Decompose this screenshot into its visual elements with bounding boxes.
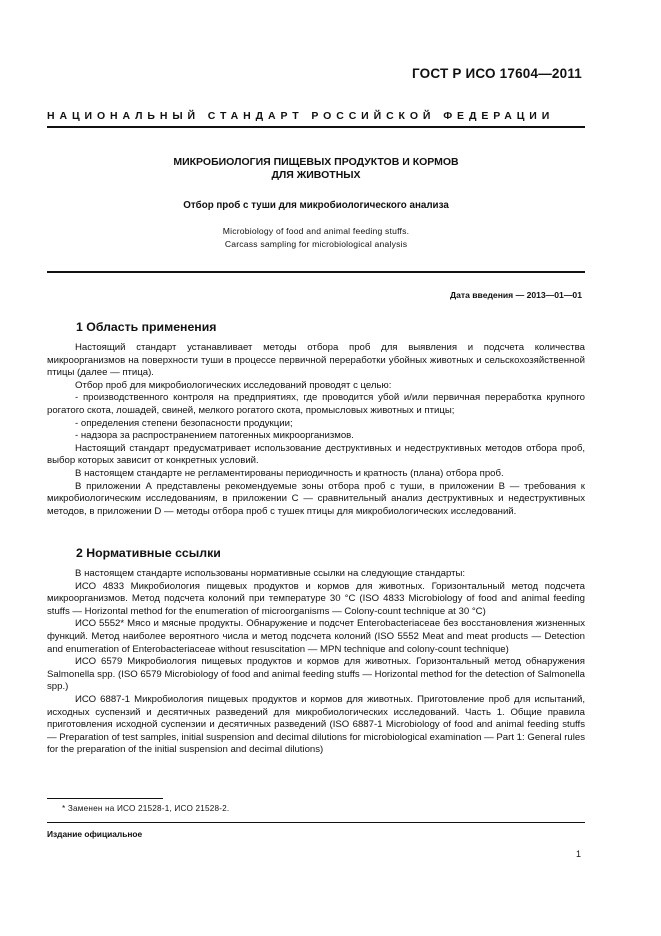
list-item: - определения степени безопасности продукции; xyxy=(75,417,293,429)
edition-label: Издание официальное xyxy=(47,829,143,839)
paragraph: Настоящий стандарт предусматривает использование деструктивных и недеструктивных методов отбора проб, выбор которых зависит от конкретных условий. xyxy=(47,442,585,467)
section-2-heading: 2 Нормативные ссылки xyxy=(76,546,221,560)
footnote: * Заменен на ИСО 21528-1, ИСО 21528-2. xyxy=(62,804,230,813)
paragraph: Настоящий стандарт устанавливает методы отбора проб для выявления и подсчета количества микроорганизмов на поверхности туши в процессе первичной переработки убойных животных и сельскохозяйственной птицы (далее — птица). xyxy=(47,342,585,379)
title-line-2: ДЛЯ ЖИВОТНЫХ xyxy=(271,169,361,181)
english-title-line-1: Microbiology of food and animal feeding stuffs. xyxy=(222,226,410,236)
paragraph: Отбор проб для микробиологических исследований проводят с целью: xyxy=(75,379,392,391)
section-2-body xyxy=(47,568,585,757)
list-item: - надзора за распространением патогенных микроорганизмов. xyxy=(75,430,354,442)
introduction-date: Дата введения — 2013—01—01 xyxy=(449,290,582,300)
reference-item: ИСО 6887-1 Микробиология пищевых продуктов и кормов для животных. Приготовление проб для испытаний, исходных суспензий и десятичных разведений для микробиологических исследований. Часть 1. Общие правила приготовления исходной суспензии и десятичных разведений (ISO 6887-1 Microbiology of food and animal feeding stuffs — Preparation of test samples, initial suspension and decimal dilutions for microbiological examination — Part 1: General rules for the preparation of the initial suspension and decimal dilutions) xyxy=(47,693,585,756)
footnote-rule xyxy=(47,798,163,799)
title-line-1: МИКРОБИОЛОГИЯ ПИЩЕВЫХ ПРОДУКТОВ И КОРМОВ xyxy=(173,156,459,168)
english-title xyxy=(47,225,585,251)
reference-item: ИСО 6579 Микробиология пищевых продуктов и кормов для животных. Горизонтальный метод обнаружения Salmonella spp. (ISO 6579 Microbiology of food and animal feeding stuffs — Horizontal method for the detection of Salmonella spp.) xyxy=(47,656,585,693)
list-item: - производственного контроля на предприятиях, где проводится убой и/или первичная переработка крупного рогатого скота, лошадей, свиней, мелкого рогатого скота, промысловых животных и птицы; xyxy=(47,392,585,416)
paragraph: В приложении А представлены рекомендуемые зоны отбора проб с туши, в приложении В — требования к микробиологическим исследованиям, в приложении С — сравнительный анализ деструктивных и недеструктивных методов, в приложении D — методы отбора проб с тушек птицы для микробиологических исследований. xyxy=(47,480,585,517)
section-1-heading: 1 Область применения xyxy=(76,320,217,334)
english-title-line-2: Carcass sampling for microbiological analysis xyxy=(224,239,408,249)
paragraph: В настоящем стандарте не регламентированы периодичность и кратность (плана) отбора проб. xyxy=(75,467,504,479)
national-standard-banner: НАЦИОНАЛЬНЫЙ СТАНДАРТ РОССИЙСКОЙ ФЕДЕРАЦИИ xyxy=(47,110,555,122)
page-number: 1 xyxy=(575,849,581,859)
paragraph: В настоящем стандарте использованы нормативные ссылки на следующие стандарты: xyxy=(75,568,466,579)
document-title xyxy=(47,156,585,182)
header-rule xyxy=(47,126,585,128)
footer-rule xyxy=(47,822,585,823)
title-rule xyxy=(47,271,585,273)
document-subtitle: Отбор проб с туши для микробиологического анализа xyxy=(183,200,449,211)
reference-item: ИСО 5552* Мясо и мясные продукты. Обнаружение и подсчет Enterobacteriaceae без восстановления жизненных функций. Метод наиболее вероятного числа и метод подсчета колоний (ISO 5552 Meat and meat products — Detection and enumeration of Enterobacteriaceae without resuscitation — MPN technique and colony-count technique) xyxy=(47,618,585,655)
reference-item: ИСО 4833 Микробиология пищевых продуктов и кормов для животных. Горизонтальный метод подсчета микроорганизмов. Метод подсчета колоний при температуре 30 °С (ISO 4833 Microbiology of food and animal feeding stuffs — Horizontal method for the enumeration of microorganisms — Colony-count technique at 30 °C) xyxy=(47,580,585,617)
standard-designation: ГОСТ Р ИСО 17604—2011 xyxy=(411,66,582,81)
section-1-body xyxy=(47,342,585,518)
